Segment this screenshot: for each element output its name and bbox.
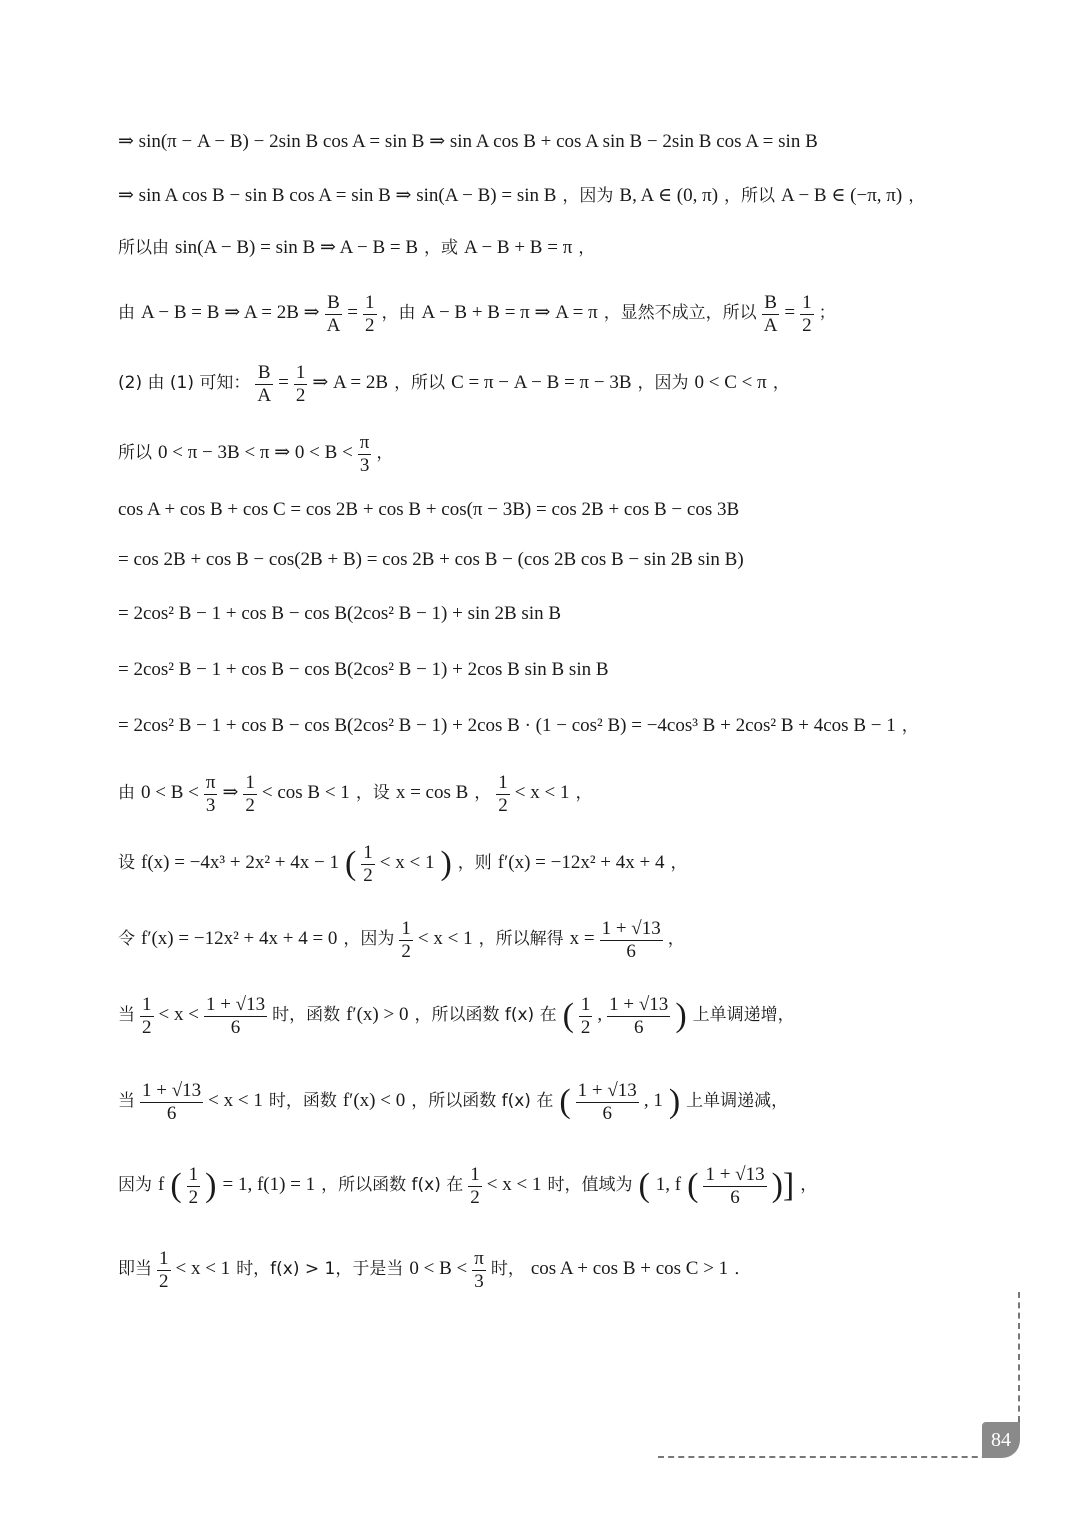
formula-line <box>115 1080 791 1125</box>
fraction <box>607 994 670 1039</box>
fraction-denominator: 6 <box>730 1186 740 1208</box>
bracket: ( <box>687 1167 699 1205</box>
text-segment: ， <box>800 1175 818 1196</box>
text-segment: (2) 由 (1) 可知： <box>118 373 251 394</box>
formula-line <box>115 716 922 735</box>
text-segment: ，因为 <box>343 929 395 950</box>
formula-line <box>115 772 595 817</box>
math-segment: = <box>278 372 289 394</box>
math-segment: < x < 1 <box>514 782 570 804</box>
fraction-denominator: 6 <box>166 1102 177 1124</box>
page-border-dashed-vertical <box>1018 1292 1020 1422</box>
fraction <box>703 1164 766 1209</box>
fraction-denominator: 2 <box>470 1186 480 1208</box>
fraction <box>600 918 663 963</box>
formula-line <box>115 432 396 477</box>
fraction-denominator: 3 <box>359 454 370 476</box>
fraction-numerator: 1 <box>470 1164 480 1185</box>
fraction-denominator: A <box>257 384 272 406</box>
page-number: 84 <box>982 1422 1020 1458</box>
bracket: ) <box>675 997 687 1035</box>
bracket: ( <box>638 1167 650 1205</box>
text-segment: ， <box>667 929 685 950</box>
text-segment: ，因为 <box>637 373 689 394</box>
fraction-numerator: 1 <box>295 362 306 383</box>
fraction <box>255 362 273 407</box>
math-segment: = 2cos² B − 1 + cos B − cos B(2cos² B − 1) + 2cos B sin B sin B <box>118 659 609 680</box>
math-segment: , 1 <box>643 1090 663 1112</box>
text-segment: 时，函数 <box>268 1091 337 1112</box>
math-segment: x = cos B <box>395 782 469 804</box>
text-segment: 即当 <box>118 1259 152 1280</box>
fraction <box>157 1248 171 1293</box>
text-segment: 时，值域为 <box>547 1175 633 1196</box>
math-segment: = cos 2B + cos B − cos(2B + B) = cos 2B + cos B − (cos 2B cos B − sin 2B sin B) <box>118 549 744 570</box>
math-segment: A − B + B = π ⇒ A = π <box>421 302 598 324</box>
math-segment: 0 < π − 3B < π ⇒ 0 < B < <box>158 442 353 464</box>
fraction-denominator: 2 <box>498 794 508 816</box>
fraction-denominator: 2 <box>802 314 812 336</box>
fraction-denominator: 2 <box>188 1186 199 1208</box>
math-segment: f(x) = −4x³ + 2x² + 4x − 1 <box>141 852 339 874</box>
math-segment: = 1, f(1) = 1 <box>222 1174 316 1196</box>
fraction-denominator: A <box>326 314 341 336</box>
fraction-numerator: 1 + √13 <box>142 1080 202 1101</box>
math-segment: = 2cos² B − 1 + cos B − cos B(2cos² B − 1) + sin 2B sin B <box>118 603 562 624</box>
fraction <box>363 292 377 337</box>
math-segment: < x < 1 <box>486 1174 542 1196</box>
formula-line <box>115 842 691 887</box>
text-segment: 由 <box>118 303 135 324</box>
fraction <box>187 1164 201 1209</box>
math-segment: A − B + B = π <box>464 237 573 258</box>
fraction <box>204 772 218 817</box>
fraction-numerator: B <box>325 292 343 315</box>
bracket: ( <box>170 1167 182 1205</box>
text-segment: ，显然不成立，所以 <box>603 303 757 324</box>
math-segment: < cos B < 1 <box>261 782 350 804</box>
fraction-numerator: B <box>255 362 273 385</box>
text-segment: 所以 <box>118 443 152 464</box>
page-border-dashed-horizontal <box>658 1456 998 1458</box>
fraction <box>243 772 257 817</box>
formula-line <box>115 1164 820 1209</box>
text-segment: 所以由 <box>118 238 169 258</box>
math-segment: x = <box>569 928 595 950</box>
text-segment: 令 <box>118 929 135 950</box>
fraction-numerator: B <box>762 292 780 315</box>
text-segment: 时，f(x) > 1，于是当 <box>236 1259 404 1280</box>
fraction <box>399 918 413 963</box>
bracket: ) <box>668 1083 681 1121</box>
fraction-numerator: 1 + √13 <box>705 1164 765 1185</box>
formula-line <box>115 186 928 205</box>
bracket: ) <box>205 1167 217 1205</box>
text-segment: ，则 <box>457 853 492 874</box>
fraction-numerator: π <box>474 1248 484 1269</box>
text-segment: ， <box>901 716 919 736</box>
math-segment: < x < 1 <box>175 1258 231 1280</box>
fraction-denominator: 2 <box>245 794 255 816</box>
math-segment: C = π − A − B = π − 3B <box>451 372 632 394</box>
fraction-denominator: 6 <box>626 940 636 962</box>
text-segment: ， <box>578 238 596 258</box>
math-segment: < x < 1 <box>417 928 473 950</box>
text-segment: 由 <box>118 783 135 804</box>
fraction-numerator: 1 <box>142 994 152 1015</box>
text-segment: ． <box>734 1259 752 1280</box>
fraction <box>361 842 375 887</box>
formula-line <box>115 292 839 337</box>
math-segment: ⇒ A = 2B <box>312 372 389 394</box>
math-segment: f′(x) = −12x² + 4x + 4 <box>497 852 665 874</box>
fraction <box>294 362 308 407</box>
fraction <box>576 1080 639 1125</box>
fraction-numerator: 1 <box>802 292 812 313</box>
fraction-denominator: 2 <box>401 940 411 962</box>
fraction-denominator: 2 <box>365 314 375 336</box>
math-segment: cos A + cos B + cos C > 1 <box>530 1258 729 1280</box>
fraction <box>140 994 154 1039</box>
text-segment: ，所以函数 f(x) 在 <box>414 1005 557 1026</box>
fraction <box>325 292 343 337</box>
fraction-denominator: 6 <box>633 1016 644 1038</box>
formula-line <box>115 550 747 569</box>
bracket: ( <box>559 1083 571 1121</box>
math-segment: ⇒ sin(π − A − B) − 2sin B cos A = sin B ⇒ sin A cos B + cos A sin B − 2sin B cos A = sin B <box>118 131 818 152</box>
text-segment: ， <box>474 783 492 804</box>
text-segment: 设 <box>118 853 135 874</box>
math-segment: f′(x) = −12x² + 4x + 4 = 0 <box>141 928 338 950</box>
fraction <box>472 1248 486 1293</box>
bracket: ) <box>440 845 452 883</box>
fraction-numerator: 1 <box>363 842 373 863</box>
fraction-denominator: 2 <box>580 1016 591 1038</box>
text-segment: ， <box>376 443 394 464</box>
math-segment: A − B = B ⇒ A = 2B ⇒ <box>141 302 320 324</box>
fraction-numerator: 1 <box>580 994 591 1015</box>
fraction-denominator: A <box>763 314 778 336</box>
bracket: ( <box>344 845 357 883</box>
fraction-numerator: 1 + √13 <box>609 994 669 1015</box>
text-segment: ， <box>575 783 593 804</box>
text-segment: ； <box>818 303 836 324</box>
fraction-numerator: 1 + √13 <box>205 994 266 1015</box>
fraction-numerator: 1 <box>498 772 508 793</box>
text-segment: ，所以 <box>724 186 776 206</box>
fraction <box>358 432 372 477</box>
text-segment: 上单调递减， <box>686 1091 789 1112</box>
math-segment: 0 < B < <box>409 1258 468 1280</box>
math-segment: < x < 1 <box>379 852 435 874</box>
formula-line <box>115 994 798 1039</box>
formula-line <box>115 604 564 623</box>
math-segment: f′(x) < 0 <box>342 1090 406 1112</box>
math-segment: = <box>347 302 359 324</box>
math-segment: f′(x) > 0 <box>346 1004 409 1026</box>
formula-line <box>115 362 793 407</box>
text-segment: 时， <box>490 1259 525 1280</box>
fraction <box>468 1164 482 1209</box>
text-segment: 时，函数 <box>272 1005 341 1026</box>
fraction-numerator: 1 <box>365 292 375 313</box>
text-segment: ， <box>670 853 688 874</box>
formula-line <box>115 238 598 257</box>
fraction-numerator: π <box>205 772 216 793</box>
fraction-numerator: 1 <box>245 772 255 793</box>
text-segment: ，设 <box>355 783 390 804</box>
text-segment: ，所以函数 f(x) 在 <box>411 1091 554 1112</box>
fraction <box>140 1080 203 1125</box>
text-segment: ，因为 <box>562 186 614 206</box>
bracket: ( <box>562 997 574 1035</box>
math-segment: ⇒ sin A cos B − sin B cos A = sin B ⇒ sin(A − B) = sin B <box>118 185 557 206</box>
fraction-numerator: π <box>359 432 370 453</box>
fraction-numerator: 1 <box>401 918 411 939</box>
fraction-numerator: 1 <box>188 1164 199 1185</box>
math-segment: = 2cos² B − 1 + cos B − cos B(2cos² B − 1) + 2cos B · (1 − cos² B) = −4cos³ B + 2cos² B + 4cos B − 1 <box>118 715 896 736</box>
text-segment: ，由 <box>381 303 416 324</box>
formula-line <box>115 1248 754 1293</box>
fraction-numerator: 1 + √13 <box>601 918 661 939</box>
formula-line <box>115 660 612 679</box>
math-segment: cos A + cos B + cos C = cos 2B + cos B + cos(π − 3B) = cos 2B + cos B − cos 3B <box>118 499 740 520</box>
math-segment: f <box>158 1174 165 1196</box>
math-segment: sin(A − B) = sin B ⇒ A − B = B <box>175 237 419 258</box>
fraction-denominator: 3 <box>205 794 216 816</box>
fraction-numerator: 1 + √13 <box>577 1080 637 1101</box>
math-segment: 1, f <box>655 1174 682 1196</box>
formula-line <box>115 132 821 151</box>
text-segment: ，所以 <box>394 373 446 394</box>
bracket: )] <box>771 1167 795 1205</box>
text-segment: 因为 <box>118 1175 152 1196</box>
math-segment: ⇒ <box>222 782 239 804</box>
fraction-denominator: 2 <box>363 864 373 886</box>
text-segment: ， <box>772 373 790 394</box>
math-segment: A − B ∈ (−π, π) <box>781 185 903 206</box>
math-segment: , <box>597 1004 603 1026</box>
fraction <box>800 292 814 337</box>
fraction-denominator: 3 <box>474 1270 484 1292</box>
text-segment: ，或 <box>424 238 459 258</box>
text-segment: ，所以解得 <box>478 929 564 950</box>
fraction-denominator: 6 <box>230 1016 241 1038</box>
fraction-denominator: 2 <box>159 1270 169 1292</box>
text-segment: ， <box>908 186 926 206</box>
math-segment: B, A ∈ (0, π) <box>619 185 719 206</box>
fraction <box>579 994 593 1039</box>
text-segment: ，所以函数 f(x) 在 <box>321 1175 464 1196</box>
fraction-denominator: 2 <box>142 1016 152 1038</box>
math-segment: = <box>784 302 796 324</box>
fraction-numerator: 1 <box>159 1248 169 1269</box>
text-segment: 当 <box>118 1091 135 1112</box>
fraction <box>496 772 510 817</box>
fraction-denominator: 6 <box>602 1102 612 1124</box>
math-segment: < x < 1 <box>208 1090 263 1112</box>
math-segment: 0 < C < π <box>694 372 767 394</box>
fraction-denominator: 2 <box>295 384 306 406</box>
math-segment: 0 < B < <box>141 782 199 804</box>
math-segment: < x < <box>158 1004 199 1026</box>
formula-line <box>115 918 688 963</box>
fraction <box>204 994 267 1039</box>
fraction <box>762 292 780 337</box>
formula-line <box>115 500 742 519</box>
text-segment: 上单调递增， <box>692 1005 795 1026</box>
text-segment: 当 <box>118 1005 135 1026</box>
